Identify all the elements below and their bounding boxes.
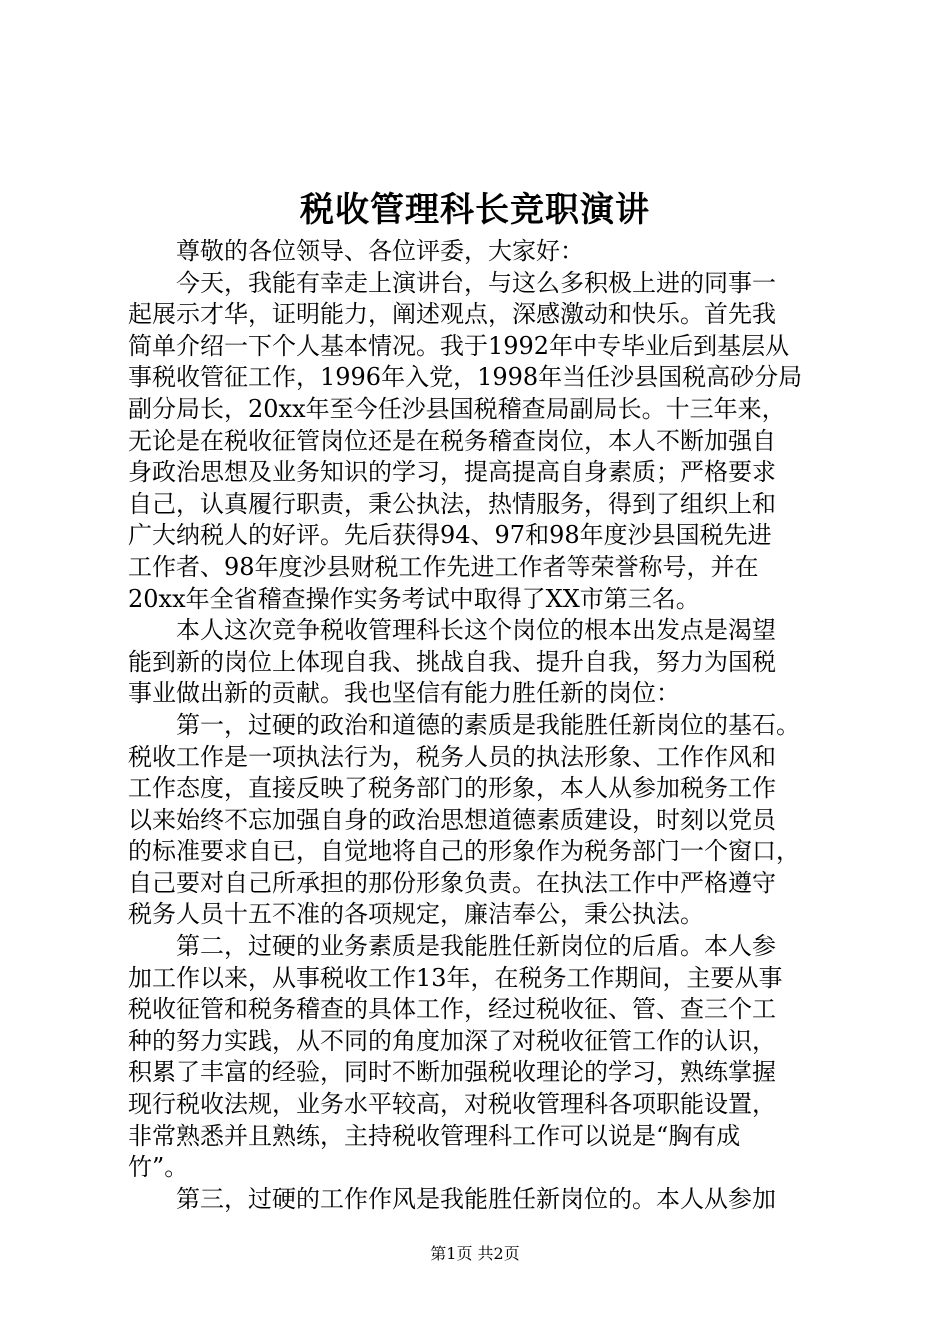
body-text-line: 积累了丰富的经验，同时不断加强税收理论的学习，熟练掌握: [128, 1058, 776, 1087]
body-text-line: 现行税收法规，业务水平较高，对税收管理科各项职能设置，: [128, 1090, 776, 1119]
body-text-line: 副分局长，20xx年至今任沙县国税稽查局副局长。十三年来，: [128, 394, 786, 423]
body-text-line: 税收工作是一项执法行为，税务人员的执法形象、工作作风和: [128, 742, 776, 771]
body-text-line: 自己，认真履行职责，秉公执法，热情服务，得到了组织上和: [128, 489, 776, 518]
body-text-line: 本人这次竞争税收管理科长这个岗位的根本出发点是渴望: [128, 616, 776, 645]
body-text-line: 竹”。: [128, 1153, 189, 1182]
body-text-line: 加工作以来，从事税收工作13年，在税务工作期间，主要从事: [128, 963, 783, 992]
body-text-line: 事税收管征工作，1996年入党，1998年当任沙县国税高砂分局: [128, 363, 803, 392]
body-text-line: 第三，过硬的工作作风是我能胜任新岗位的。本人从参加: [128, 1184, 776, 1213]
body-text-line: 起展示才华，证明能力，阐述观点，深感激动和快乐。首先我: [128, 300, 776, 329]
body-text-line: 工作者、98年度沙县财税工作先进工作者等荣誉称号，并在: [128, 552, 759, 581]
body-text-line: 非常熟悉并且熟练，主持税收管理科工作可以说是“胸有成: [128, 1121, 741, 1150]
body-text-line: 以来始终不忘加强自身的政治思想道德素质建设，时刻以党员: [128, 805, 776, 834]
body-text-line: 税收征管和税务稽查的具体工作，经过税收征、管、查三个工: [128, 995, 776, 1024]
body-text-line: 能到新的岗位上体现自我、挑战自我、提升自我，努力为国税: [128, 647, 776, 676]
body-text-line: 尊敬的各位领导、各位评委，大家好：: [128, 237, 584, 265]
document-body: [128, 236, 833, 1215]
body-text-line: 税务人员十五不准的各项规定，廉洁奉公，秉公执法。: [128, 900, 704, 929]
body-text-line: 工作态度，直接反映了税务部门的形象，本人从参加税务工作: [128, 774, 776, 803]
body-text-line: 第二，过硬的业务素质是我能胜任新岗位的后盾。本人参: [128, 932, 776, 961]
body-text-line: 身政治思想及业务知识的学习，提高提高自身素质；严格要求: [128, 458, 776, 487]
body-text-line: 第一，过硬的政治和道德的素质是我能胜任新岗位的基石。: [128, 710, 800, 739]
body-text-line: 的标准要求自已，自觉地将自己的形象作为税务部门一个窗口，: [128, 837, 800, 866]
page-footer: 第1页 共2页: [430, 1244, 520, 1263]
body-text-line: 广大纳税人的好评。先后获得94、97和98年度沙县国税先进: [128, 521, 772, 550]
body-text-line: 事业做出新的贡献。我也坚信有能力胜任新的岗位：: [128, 679, 680, 708]
body-text-line: 20xx年全省稽查操作实务考试中取得了XX市第三名。: [128, 584, 700, 613]
document-title: 税收管理科长竞职演讲: [300, 190, 650, 230]
body-text-line: 无论是在税收征管岗位还是在税务稽查岗位，本人不断加强自: [128, 426, 776, 455]
body-text-line: 简单介绍一下个人基本情况。我于1992年中专毕业后到基层从: [128, 331, 790, 360]
body-text-line: 自己要对自己所承担的那份形象负责。在执法工作中严格遵守: [128, 868, 776, 897]
body-text-line: 种的努力实践，从不同的角度加深了对税收征管工作的认识，: [128, 1026, 776, 1055]
body-text-line: 今天，我能有幸走上演讲台，与这么多积极上进的同事一: [128, 268, 776, 297]
